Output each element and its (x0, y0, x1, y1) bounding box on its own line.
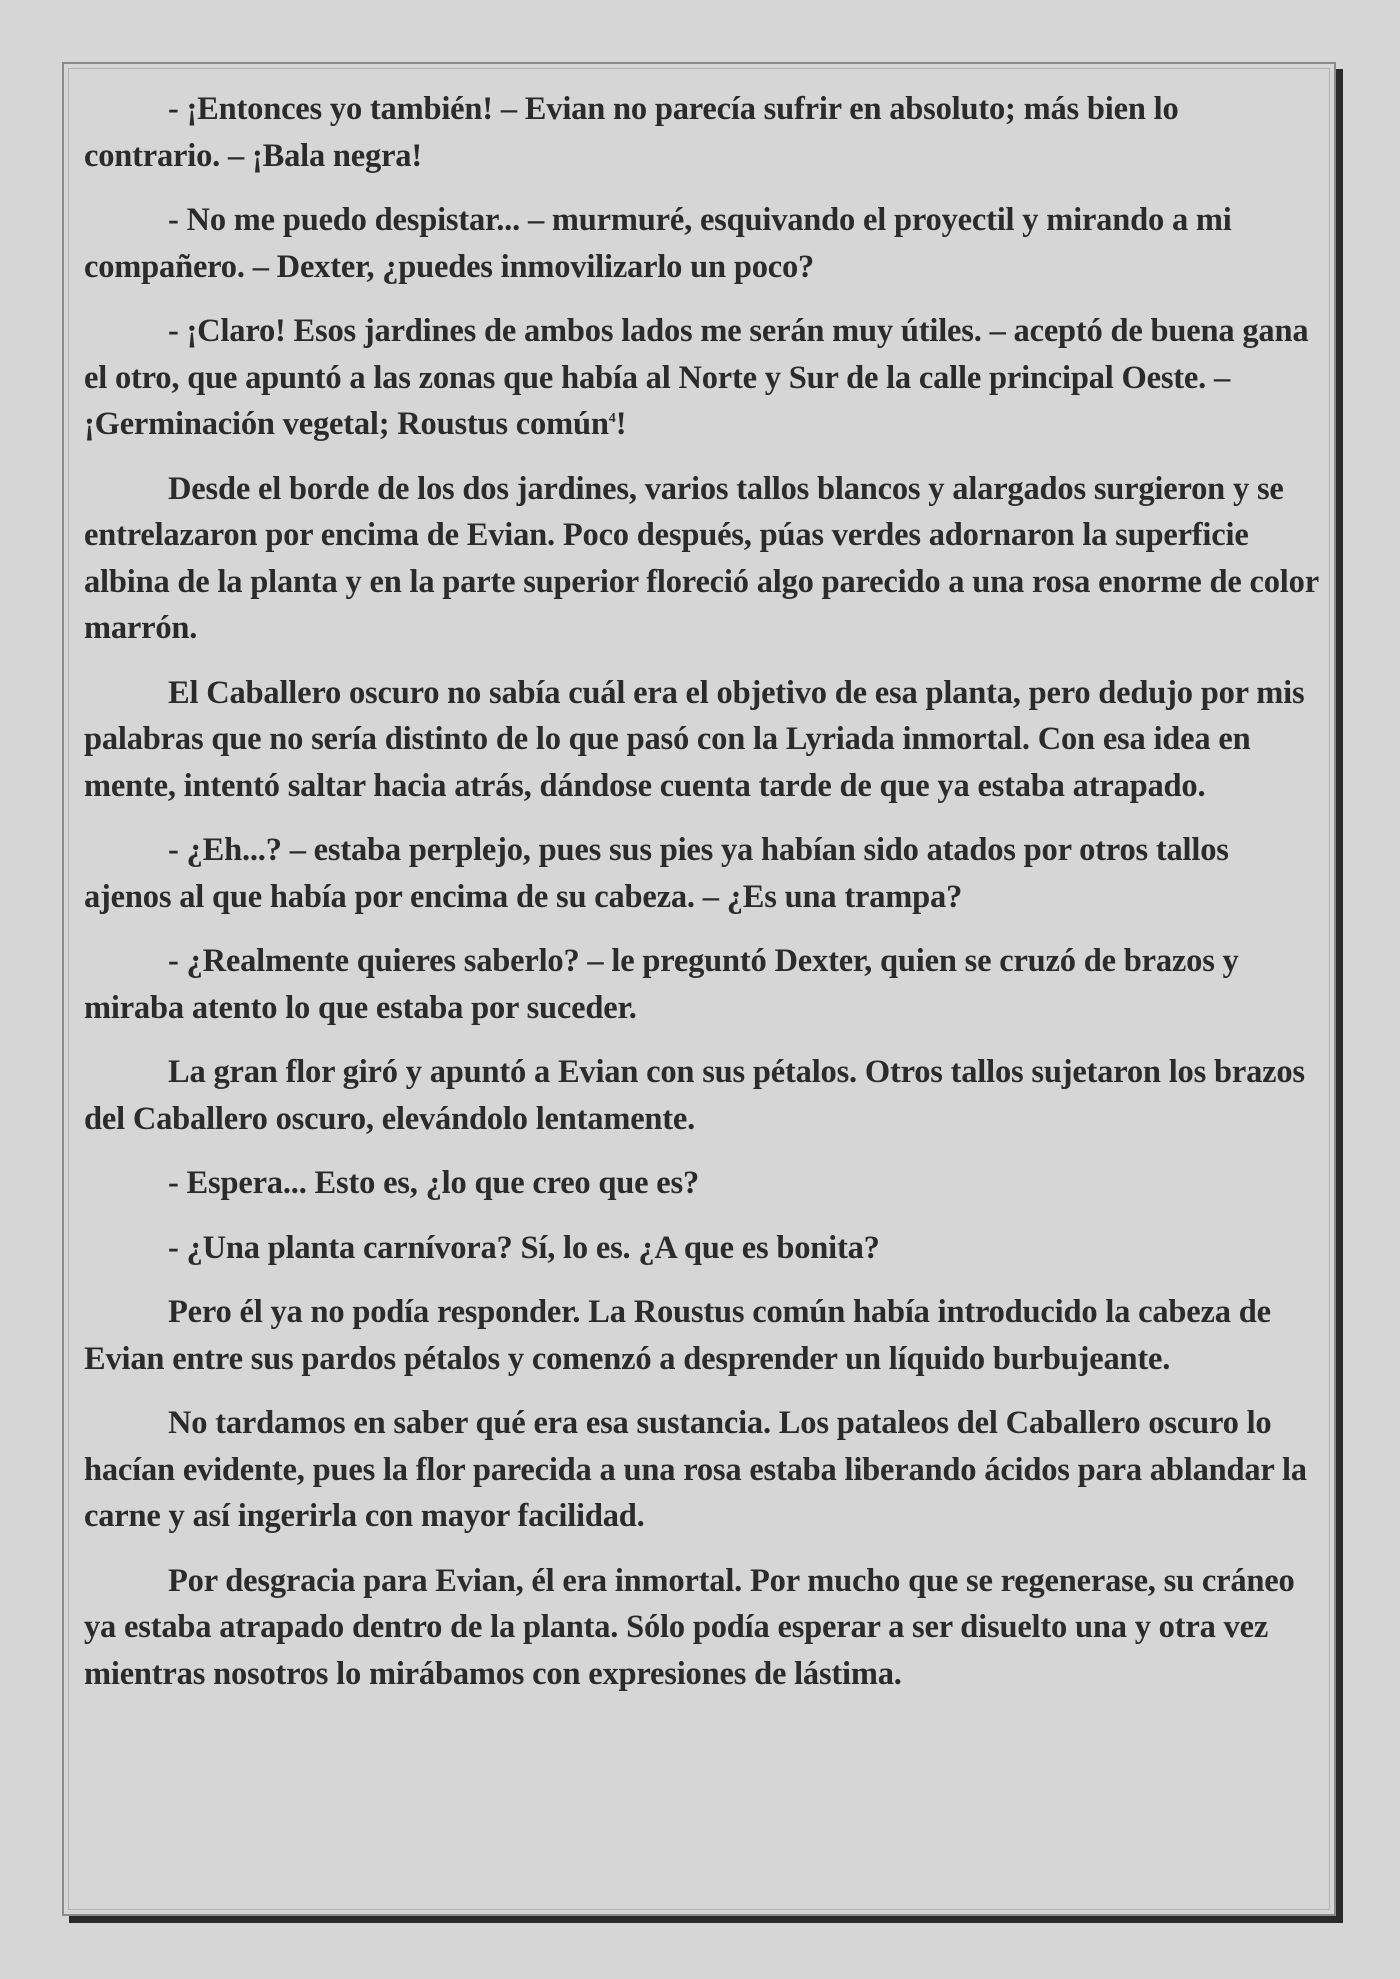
paragraph-text: La gran flor giró y apuntó a Evian con sus pétalos. Otros tallos sujetaron los brazos del Caballero oscuro, elevándolo lentamente. (84, 1054, 1305, 1137)
footnote-marker: 4 (608, 411, 616, 427)
paragraph (84, 1049, 1320, 1142)
document-page (62, 62, 1336, 1916)
paragraph-text: - ¿Eh...? – estaba perplejo, pues sus pies ya habían sido atados por otros tallos ajenos al que había por encima de su cabeza. – ¿Es una trampa? (84, 832, 1229, 915)
paragraph (84, 86, 1320, 179)
paragraph-text-end: ! (615, 406, 627, 442)
paragraph-text: Por desgracia para Evian, él era inmortal. Por mucho que se regenerase, su cráneo ya estaba atrapado dentro de la planta. Sólo podía esperar a ser disuelto una y otra vez mientras nosotros lo mirábamos con expresiones de lástima. (84, 1562, 1295, 1692)
paragraph-text: - Espera... Esto es, ¿lo que creo que es? (168, 1165, 700, 1201)
paragraph (84, 1400, 1320, 1540)
paragraph (84, 1289, 1320, 1382)
paragraph-text: Pero él ya no podía responder. La Roustus común había introducido la cabeza de Evian entre sus pardos pétalos y comenzó a desprender un líquido burbujeante. (84, 1294, 1271, 1377)
paragraph-text: Desde el borde de los dos jardines, varios tallos blancos y alargados surgieron y se entrelazaron por encima de Evian. Poco después, púas verdes adornaron la superficie albina de la planta y en la parte superior floreció algo parecido a una rosa enorme de color marrón. (84, 470, 1319, 646)
paragraph (84, 1160, 1320, 1207)
paragraph-text: No tardamos en saber qué era esa sustancia. Los pataleos del Caballero oscuro lo hacían evidente, pues la flor parecida a una rosa estaba liberando ácidos para ablandar la carne y así ingerirla con mayor facilidad. (84, 1405, 1307, 1534)
paragraph-text: - ¡Entonces yo también! – Evian no parecía sufrir en absoluto; más bien lo contrario. – ¡Bala negra! (84, 91, 1179, 174)
paragraph-text: El Caballero oscuro no sabía cuál era el objetivo de esa planta, pero dedujo por mis palabras que no sería distinto de lo que pasó con la Lyriada inmortal. Con esa idea en mente, intentó saltar hacia atrás, dándose cuenta tarde de que ya estaba atrapado. (84, 674, 1305, 804)
paragraph-text: - ¡Claro! Esos jardines de ambos lados me serán muy útiles. – aceptó de buena gana el otro, que apuntó a las zonas que había al Norte y Sur de la calle principal Oeste. – ¡Germinación vegetal; Roustus común (84, 313, 1309, 442)
paragraph (84, 197, 1320, 290)
paragraph (84, 827, 1320, 920)
paragraph (84, 1225, 1320, 1272)
paragraph-text: - ¿Una planta carnívora? Sí, lo es. ¿A que es bonita? (168, 1229, 880, 1266)
paragraph (84, 670, 1320, 810)
document-body (84, 86, 1320, 1715)
paragraph (84, 308, 1320, 448)
paragraph (84, 466, 1320, 652)
paragraph (84, 1558, 1320, 1698)
paragraph (84, 938, 1320, 1031)
paragraph-text: - ¿Realmente quieres saberlo? – le preguntó Dexter, quien se cruzó de brazos y miraba atento lo que estaba por suceder. (84, 943, 1239, 1026)
paragraph-text: - No me puedo despistar... – murmuré, esquivando el proyectil y mirando a mi compañero. – Dexter, ¿puedes inmovilizarlo un poco? (84, 202, 1232, 285)
